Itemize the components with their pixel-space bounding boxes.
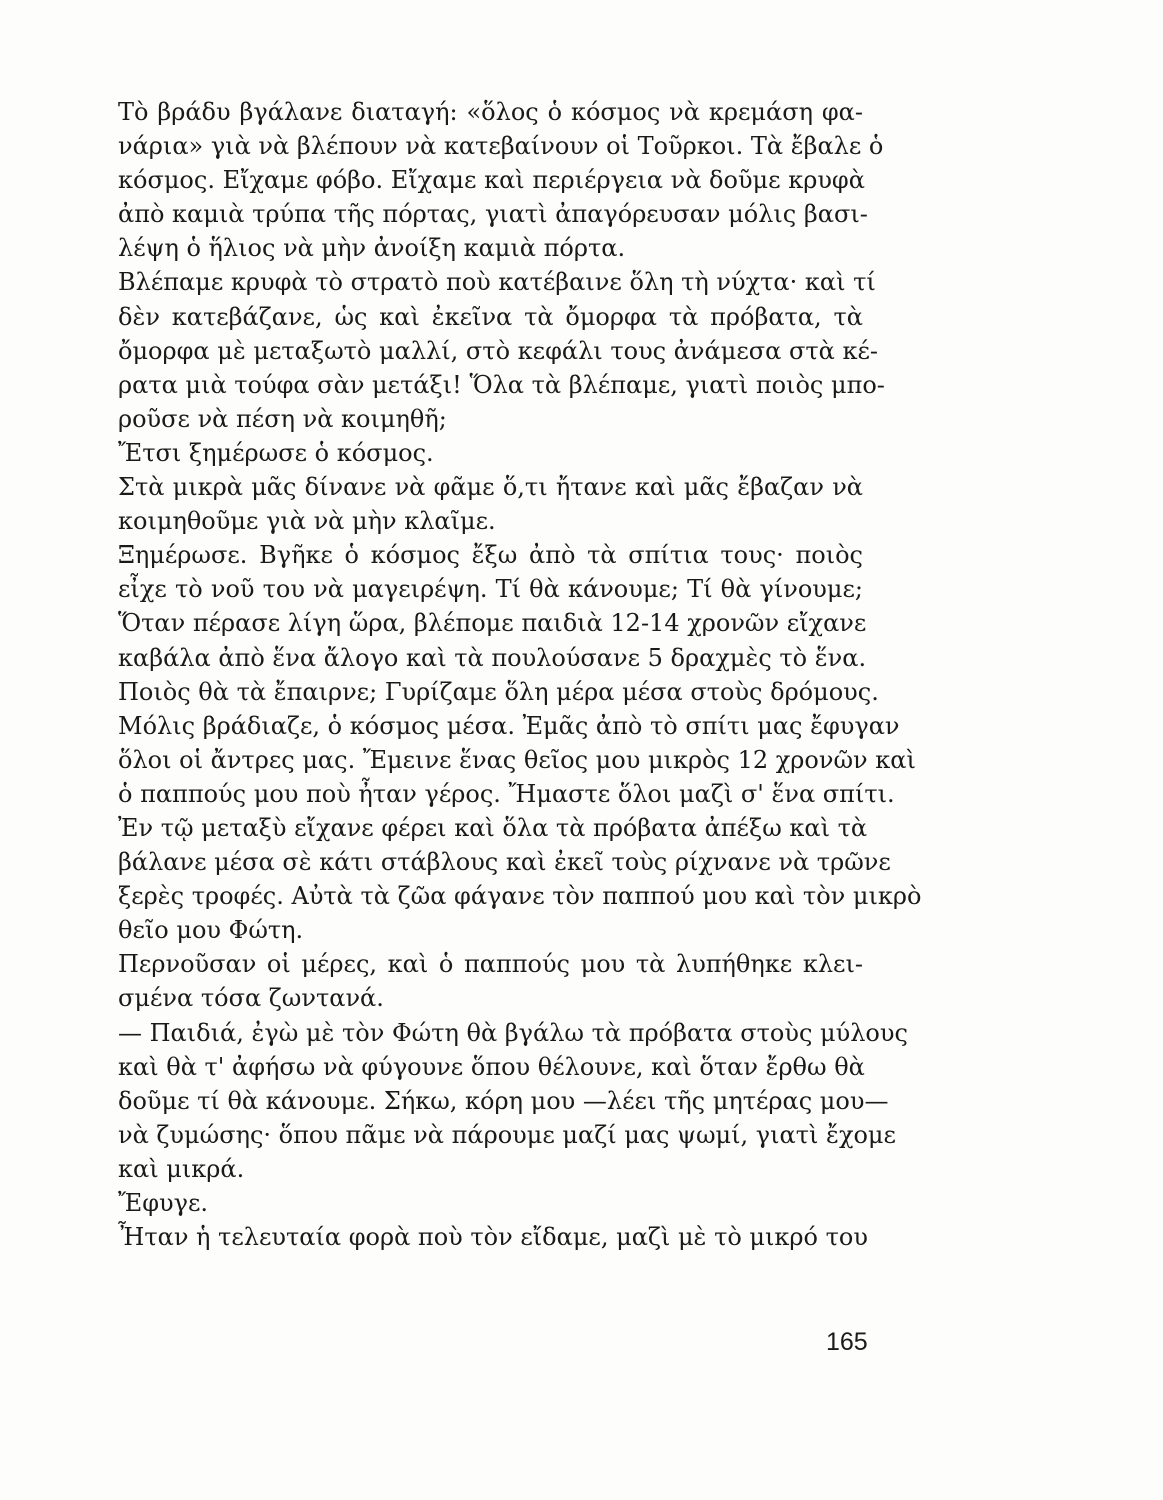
text-line: ρατα μιὰ τούφα σὰν μετάξι! Ὅλα τὰ βλέπαμε, γιατὶ ποιὸς μπο- <box>118 370 885 399</box>
text-line: Μόλις βράδιαζε, ὁ κόσμος μέσα. Ἐμᾶς ἀπὸ τὸ σπίτι μας ἔφυγαν <box>118 711 900 740</box>
text-line: Ποιὸς θὰ τὰ ἔπαιρνε; Γυρίζαμε ὅλη μέρα μέσα στοὺς δρόμους. <box>118 677 879 706</box>
text-line: ὄμορφα μὲ μεταξωτὸ μαλλί, στὸ κεφάλι τους ἀνάμεσα στὰ κέ- <box>118 336 879 365</box>
text-line: Βλέπαμε κρυφὰ τὸ στρατὸ ποὺ κατέβαινε ὅλη τὴ νύχτα· καὶ τί <box>118 268 876 297</box>
text-line: εἶχε τὸ νοῦ του νὰ μαγειρέψη. Τί θὰ κάνουμε; Τί θὰ γίνουμε; <box>118 575 863 604</box>
text-line: ροῦσε νὰ πέση νὰ κοιμηθῆ; <box>118 404 447 433</box>
text-line: Ἔτσι ξημέρωσε ὁ κόσμος. <box>118 438 434 467</box>
body-text <box>118 95 922 1254</box>
text-line: Ὅταν πέρασε λίγη ὥρα, βλέπομε παιδιὰ 12-14 χρονῶν εἴχανε <box>118 609 867 638</box>
text-line: Τὸ βράδυ βγάλανε διαταγή: «ὅλος ὁ κόσμος νὰ κρεμάση φα- <box>118 98 863 126</box>
text-line: ξερὲς τροφές. Αὐτὰ τὰ ζῶα φάγανε τὸν παππού μου καὶ τὸν μικρὸ <box>118 882 922 911</box>
text-line: δὲν κατεβάζανε, ὡς καὶ ἐκεῖνα τὰ ὄμορφα τὰ πρόβατα, τὰ <box>118 302 863 331</box>
text-line: Ἐν τῷ μεταξὺ εἴχανε φέρει καὶ ὅλα τὰ πρόβατα ἀπέξω καὶ τὰ <box>118 813 868 842</box>
text-line: Ξημέρωσε. Βγῆκε ὁ κόσμος ἔξω ἀπὸ τὰ σπίτια τους· ποιὸς <box>118 541 863 570</box>
text-line: Στὰ μικρὰ μᾶς δίνανε νὰ φᾶμε ὅ,τι ἤτανε καὶ μᾶς ἔβαζαν νὰ <box>118 473 863 502</box>
text-line: καβάλα ἀπὸ ἕνα ἄλογο καὶ τὰ πουλούσανε 5 δραχμὲς τὸ ἕνα. <box>118 643 867 672</box>
text-line: νὰ ζυμώσης· ὅπου πᾶμε νὰ πάρουμε μαζί μας ψωμί, γιατὶ ἔχομε <box>118 1120 896 1149</box>
text-line: Περνοῦσαν οἱ μέρες, καὶ ὁ παππούς μου τὰ λυπήθηκε κλει- <box>118 950 863 979</box>
text-line: ἀπὸ καμιὰ τρύπα τῆς πόρτας, γιατὶ ἀπαγόρευσαν μόλις βασι- <box>118 200 868 229</box>
text-line: σμένα τόσα ζωντανά. <box>118 984 384 1013</box>
text-line: κόσμος. Εἴχαμε φόβο. Εἴχαμε καὶ περιέργεια νὰ δοῦμε κρυφὰ <box>118 166 865 195</box>
text-line: βάλανε μέσα σὲ κάτι στάβλους καὶ ἐκεῖ τοὺς ρίχνανε νὰ τρῶνε <box>118 848 891 877</box>
text-line: καὶ μικρά. <box>118 1154 245 1183</box>
text-line: κοιμηθοῦμε γιὰ νὰ μὴν κλαῖμε. <box>118 507 496 536</box>
text-line: θεῖο μου Φώτη. <box>118 916 304 945</box>
text-line: ὅλοι οἱ ἄντρες μας. Ἔμεινε ἕνας θεῖος μου μικρὸς 12 χρονῶν καὶ <box>118 745 916 774</box>
text-line: νάρια» γιὰ νὰ βλέπουν νὰ κατεβαίνουν οἱ Τοῦρκοι. Τὰ ἔβαλε ὁ <box>118 132 884 161</box>
page-number: 165 <box>826 1328 868 1356</box>
text-line: ὁ παππούς μου ποὺ ἦταν γέρος. Ἤμαστε ὅλοι μαζὶ σ' ἕνα σπίτι. <box>118 779 895 808</box>
text-line: δοῦμε τί θὰ κάνουμε. Σήκω, κόρη μου —λέει τῆς μητέρας μου— <box>118 1086 889 1115</box>
text-line: καὶ θὰ τ' ἀφήσω νὰ φύγουνε ὅπου θέλουνε, καὶ ὅταν ἔρθω θὰ <box>118 1052 865 1081</box>
text-line: Ἔφυγε. <box>118 1189 208 1217</box>
text-line: λέψη ὁ ἥλιος νὰ μὴν ἀνοίξη καμιὰ πόρτα. <box>118 234 626 263</box>
text-line: — Παιδιά, ἐγὼ μὲ τὸν Φώτη θὰ βγάλω τὰ πρόβατα στοὺς μύλους <box>118 1018 908 1047</box>
text-line: Ἦταν ἡ τελευταία φορὰ ποὺ τὸν εἴδαμε, μαζὶ μὲ τὸ μικρό του <box>118 1223 868 1252</box>
